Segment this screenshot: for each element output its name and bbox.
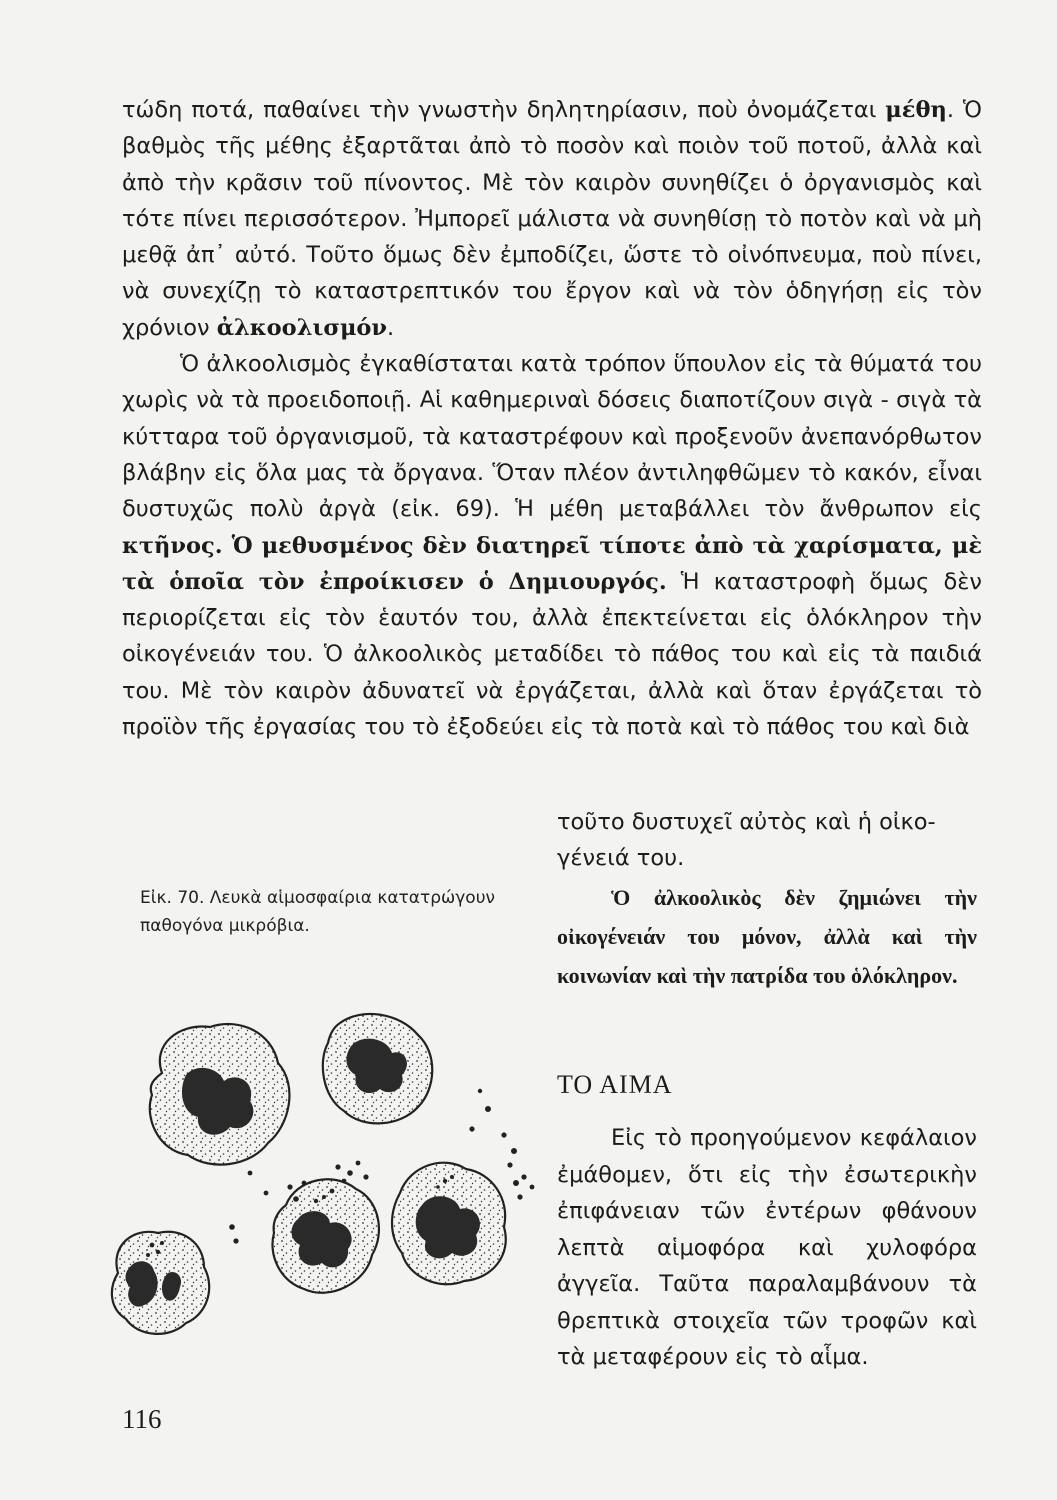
paragraph-2-bold-sentence: . Ὁ μεθυσμένος δὲν διατηρεῖ τίποτε ἀπὸ τὰ χαρίσματα, μὲ τὰ ὁποῖα τὸν ἐπροίκισεν ὁ Δημιουργός. (122, 532, 982, 595)
bold-statement-text: Ὁ ἀλκοολικὸς δὲν ζημιώνει τὴν οἰκογένειάν του μόνον, ἀλλὰ καὶ τὴν κοινωνίαν καὶ τὴν πατρίδα του ὁλόκληρον. (557, 885, 977, 988)
main-text-block (122, 92, 982, 745)
white-blood-cells-illustration (100, 1005, 540, 1385)
section-heading: ΤΟ ΑΙΜΑ (557, 1070, 673, 1099)
paragraph-2 (122, 346, 982, 745)
cell-1 (150, 1024, 290, 1165)
bold-statement (557, 878, 977, 995)
page-number: 116 (122, 1404, 162, 1434)
section-body-text: Εἰς τὸ προηγούμενον κεφάλαιον ἐμάθομεν, ὅτι εἰς τὴν ἐσωτερικὴν ἐπιφάνειαν τῶν ἐντέρων φθάνουν λεπτὰ αἱμοφόρα καὶ χυλοφόρα ἀγγεῖα. Ταῦτα παραλαμβάνουν τὰ θρεπτικὰ στοιχεῖα τῶν τροφῶν καὶ τὰ μεταφέρουν εἰς τὸ αἷμα. (557, 1125, 977, 1370)
paragraph-1-end: . (387, 314, 395, 341)
cell-2 (323, 1014, 432, 1123)
cell-5 (272, 1179, 378, 1292)
cell-3 (392, 1163, 506, 1285)
section-body (557, 1120, 977, 1376)
paragraph-1-rest: . Ὁ βαθμὸς τῆς μέθης ἐξαρτᾶται ἀπὸ τὸ ποσὸν καὶ ποιὸν τοῦ ποτοῦ, ἀλλὰ καὶ ἀπὸ τὴν κρᾶσιν τοῦ πίνοντος. Μὲ τὸν καιρὸν συνηθίζει ὁ ὀργανισμὸς καὶ τότε πίνει περισσότερον. Ἠμπορεῖ μάλιστα νὰ συνηθίσῃ τὸ ποτὸν καὶ νὰ μὴ μεθᾷ ἀπ᾽ αὐτό. Τοῦτο ὅμως δὲν ἐμποδίζει, ὥστε τὸ οἰνόπνευμα, ποὺ πίνει, νὰ συνεχίζῃ τὸ καταστρεπτικόν του ἔργον καὶ νὰ τὸν ὁδηγήσῃ εἰς τὸν χρόνιον (122, 97, 983, 341)
term-alkoolismon: ἀλκοολισμόν (216, 314, 388, 341)
figure-caption: Εἰκ. 70. Λευκὰ αἱμοσφαίρια κατατρώγουν παθογόνα μικρόβια. (140, 888, 496, 936)
term-methi: μέθη (885, 97, 947, 123)
paragraph-2-tail-line1: τοῦτο δυστυχεῖ αὐτὸς καὶ ἡ οἰκο- (557, 809, 936, 835)
term-ktinos: κτῆνος (122, 532, 215, 559)
paragraph-1-lead: τώδη ποτά, παθαίνει τὴν γνωστὴν δηλητηρίασιν, ποὺ ὀνομάζεται (122, 97, 886, 123)
paragraph-1 (122, 92, 982, 346)
paragraph-2-tail-line2: γένειά του. (557, 845, 685, 872)
paragraph-2-tail (557, 804, 977, 877)
paragraph-2-part1: Ὁ ἀλκοολισμὸς ἐγκαθίσταται κατὰ τρόπον ὕπουλον εἰς τὰ θύματά του χωρὶς νὰ τὰ προειδοποιῇ. Αἱ καθημεριναὶ δόσεις διαποτίζουν σιγὰ - σιγὰ τὰ κύτταρα τοῦ ὀργανισμοῦ, τὰ καταστρέφουν καὶ προξενοῦν ἀνεπανόρθωτον βλάβην εἰς ὅλα μας τὰ ὄργανα. Ὅταν πλέον ἀντιληφθῶμεν τὸ κακόν, εἶναι δυστυχῶς πολὺ ἀργὰ (εἰκ. 69). Ἡ μέθη μεταβάλλει τὸν ἄνθρωπον εἰς (122, 351, 982, 523)
cell-4 (112, 1232, 209, 1334)
paragraph-2-part2: Ἡ καταστροφὴ ὅμως δὲν περιορίζεται εἰς τὸν ἑαυτόν του, ἀλλὰ ἐπεκτείνεται εἰς ὁλόκληρον τὴν οἰκογένειάν του. Ὁ ἀλκοολικὸς μεταδίδει τὸ πάθος του καὶ εἰς τὰ παιδιά του. Μὲ τὸν καιρὸν ἀδυνατεῖ νὰ ἐργάζεται, ἀλλὰ καὶ ὅταν ἐργάζεται τὸ προϊὸν τῆς ἐργασίας του τὸ ἐξοδεύει εἰς τὰ ποτὰ καὶ τὸ πάθος του καὶ διὰ (122, 568, 982, 741)
